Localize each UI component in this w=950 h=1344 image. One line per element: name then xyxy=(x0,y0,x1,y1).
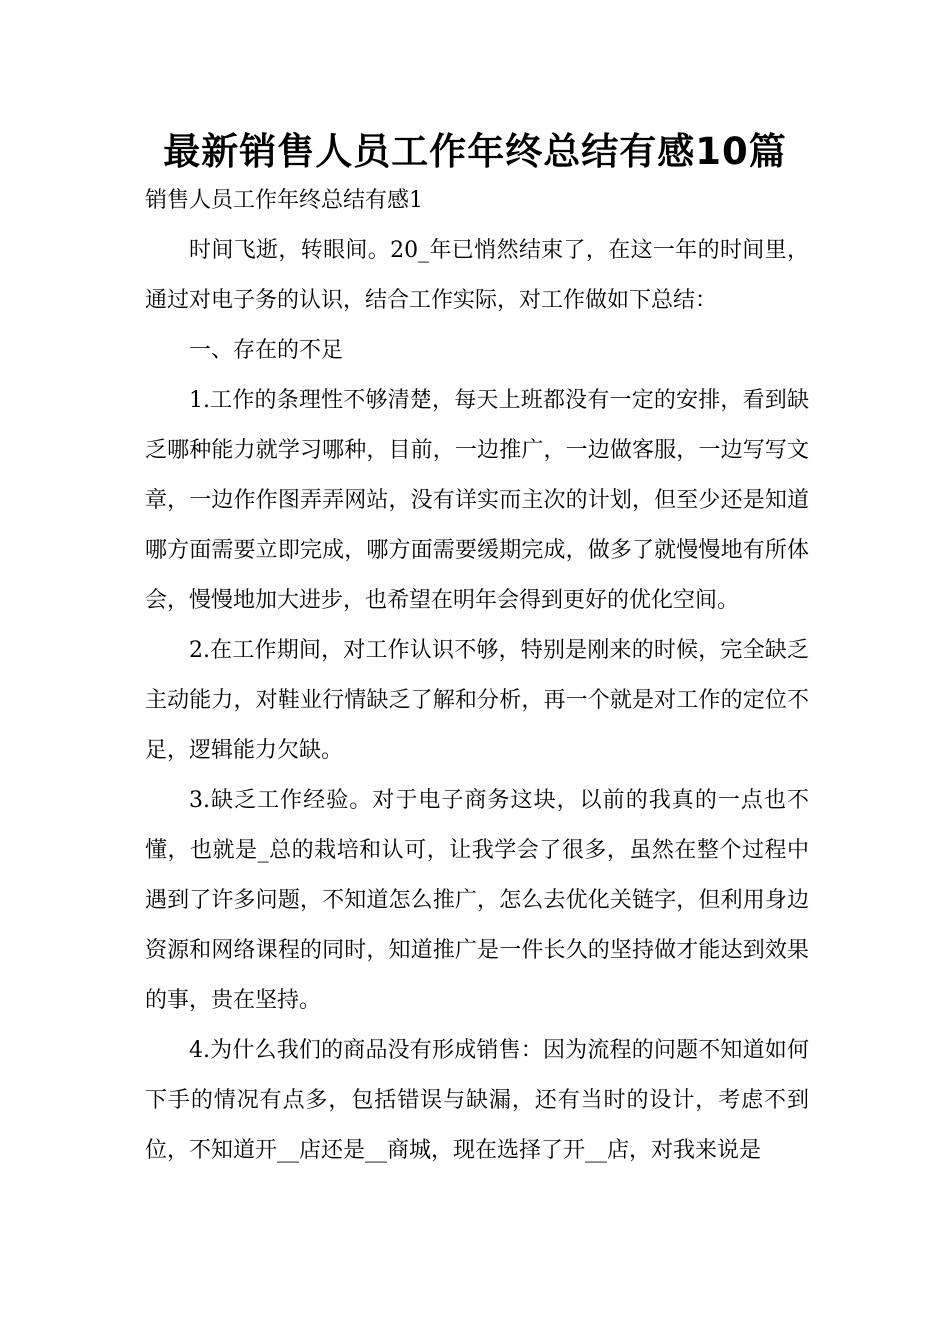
paragraph-point-4: 4.为什么我们的商品没有形成销售：因为流程的问题不知道如何下手的情况有点多，包括错误与缺漏，还有当时的设计，考虑不到位，不知道开__店还是__商城，现在选择了开__店，对我来说是 xyxy=(145,1038,809,1163)
paragraph-point-2: 2.在工作期间，对工作认识不够，特别是刚来的时候，完全缺乏主动能力，对鞋业行情缺乏了解和分析，再一个就是对工作的定位不足，逻辑能力欠缺。 xyxy=(145,638,809,763)
document-title: 最新销售人员工作年终总结有感10篇 xyxy=(163,130,787,173)
paragraph-point-3: 3.缺乏工作经验。对于电子商务这块，以前的我真的一点也不懂，也就是_总的栽培和认可，让我学会了很多，虽然在整个过程中遇到了许多问题，不知道怎么推广，怎么去优化关链字，但利用身边资源和网络课程的同时，知道推广是一件长久的坚持做才能达到效果的事，贵在坚持。 xyxy=(145,788,809,1013)
paragraph-point-1: 1.工作的条理性不够清楚，每天上班都没有一定的安排，看到缺乏哪种能力就学习哪种，目前，一边推广，一边做客服，一边写写文章，一边作作图弄弄网站，没有详实而主次的计划，但至少还是知道哪方面需要立即完成，哪方面需要缓期完成，做多了就慢慢地有所体会，慢慢地加大进步，也希望在明年会得到更好的优化空间。 xyxy=(145,388,809,613)
paragraph-heading-shortcomings: 一、存在的不足 xyxy=(189,338,344,363)
paragraph-intro: 时间飞逝，转眼间。20_年已悄然结束了，在这一年的时间里，通过对电子务的认识，结合工作实际，对工作做如下总结： xyxy=(145,238,809,313)
section-heading: 销售人员工作年终总结有感1 xyxy=(145,188,423,213)
document-body xyxy=(145,176,809,1176)
